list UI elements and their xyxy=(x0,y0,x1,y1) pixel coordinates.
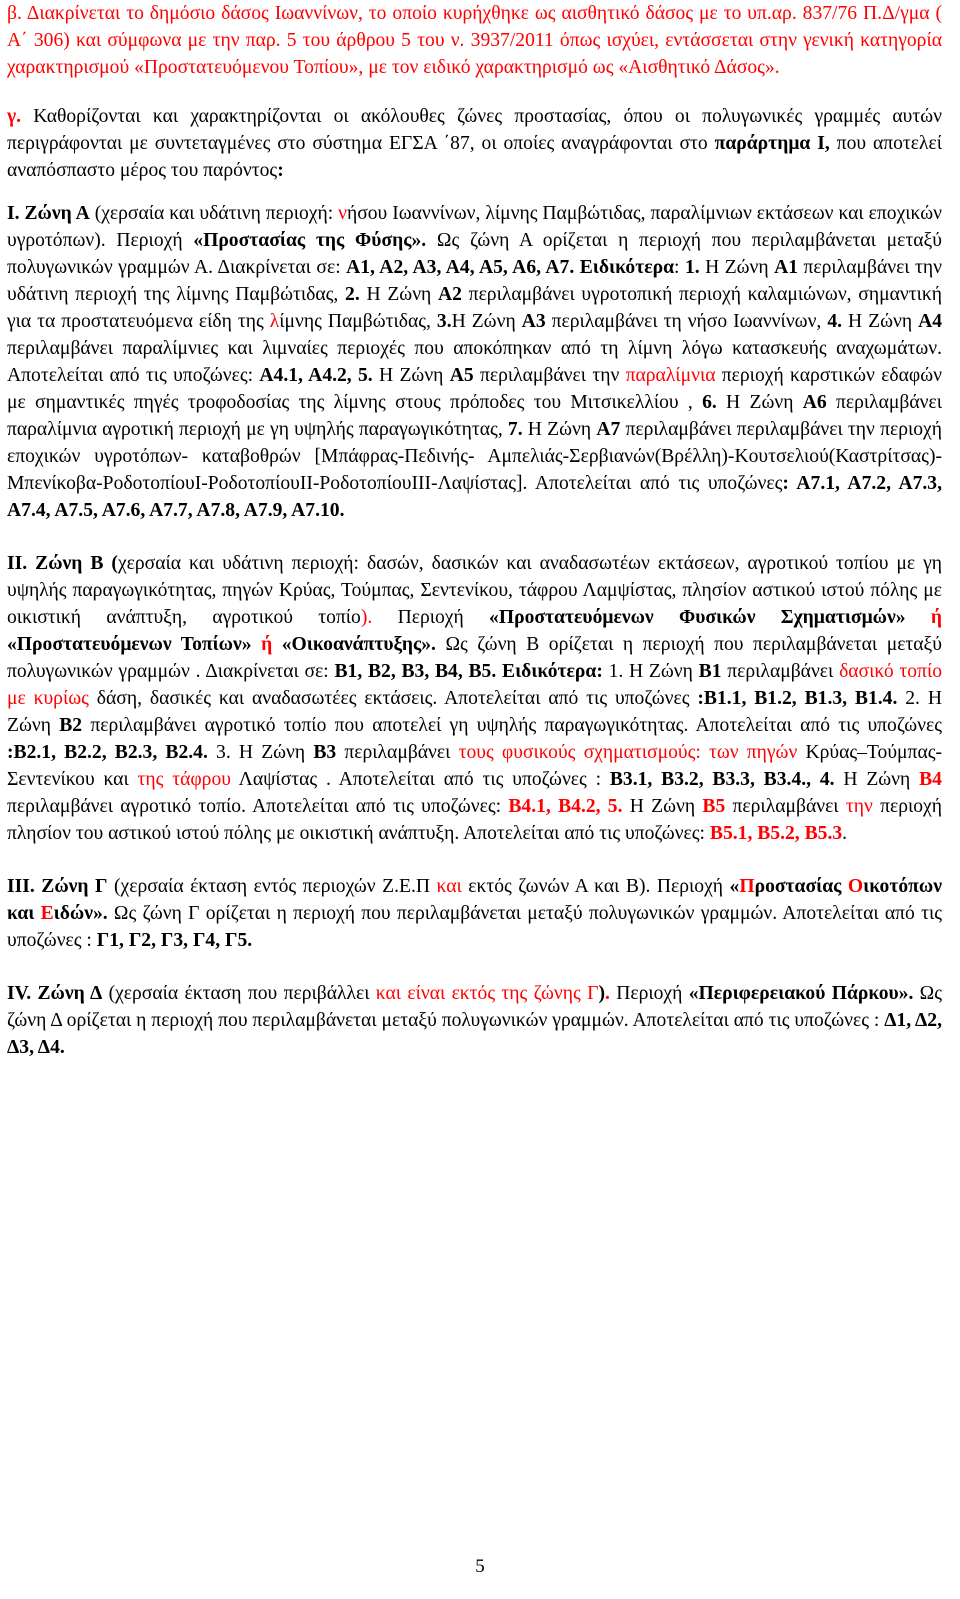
text-run: 1. xyxy=(684,257,700,278)
text-run: δάση, δασικές και αναδασωτέες εκτάσεις. Αποτελείται από τις υποζώνες xyxy=(88,688,698,709)
text-run: «Προστασίας της Φύσης». xyxy=(193,230,427,251)
text-run: β. Διακρίνεται το δημόσιο δάσος Ιωαννίνων, το οποίο κυρήχθηκε ως αισθητικό δάσος με το υπ.αρ. 837/76 Π.Δ/γμα ( Α΄ 306) και σύμφωνα με την παρ. 5 του άρθρου 5 του ν. 3937/2011 όπως ισχύει, εντάσσεται στην γενική κατηγορία χαρακτηρισμού «Προστατευόμενου Τοπίου», με τον ειδικό χαρακτηρισμό ως «Αισθητικό Δάσος». xyxy=(7,3,942,78)
text-run: Περιοχή xyxy=(372,607,490,628)
text-run: Ως ζώνη Α ορίζεται η περιοχή που περιλαμβάνεται μεταξύ πολυγωνικών γραμμών Α. Διακρίνεται σε: xyxy=(7,230,942,278)
text-run: Η Ζώνη xyxy=(716,392,803,413)
text-run: παραλίμνια xyxy=(625,365,716,386)
text-run: « xyxy=(729,876,740,897)
text-run: περιλαμβάνει τη νήσο Ιωαννίνων, xyxy=(545,311,828,332)
text-run: ) xyxy=(598,983,605,1004)
text-run: Α5 xyxy=(449,365,474,386)
text-run: Καθορίζονται και χαρακτηρίζονται οι ακόλουθες ζώνες προστασίας, όπου οι πολυγωνικές γραμμές αυτών περιγράφονται με συντεταγμένες στο σύστημα ΕΓΣΑ ΄87, οι οποίες αναγράφονται στο xyxy=(7,106,942,154)
paragraph-zone-b xyxy=(7,550,942,847)
text-run: 2. xyxy=(345,284,360,305)
text-run: περιοχή πλησίον του αστικού ιστού πόλης με οικιστική ανάπτυξη. Αποτελείται από τις υποζώνες: xyxy=(7,796,942,844)
text-run: ν xyxy=(338,203,347,224)
text-run: Ως ζώνη Δ ορίζεται η περιοχή που περιλαμβάνεται μεταξύ πολυγωνικών γραμμών. Αποτελείται από τις υποζώνες : xyxy=(7,983,942,1031)
text-run: (χερσαία έκταση που περιβάλλει xyxy=(102,983,376,1004)
text-run: . xyxy=(604,983,610,1004)
text-run: Β5.1, Β5.2, Β5.3 xyxy=(709,823,843,844)
text-run: :Β2.1, Β2.2, Β2.3, Β2.4. xyxy=(7,742,208,763)
paragraph-zone-a xyxy=(7,200,942,524)
text-run: ή xyxy=(251,634,282,655)
text-run: Ι. Ζώνη Α xyxy=(7,203,90,224)
text-run: (χερσαία έκταση εντός περιοχών Ζ.Ε.Π xyxy=(107,876,437,897)
text-run: : xyxy=(674,257,685,278)
text-run: ή xyxy=(905,607,942,628)
text-run: Β1, Β2, Β3, Β4, Β5. Ειδικότερα: xyxy=(334,661,603,682)
text-run: Β2 xyxy=(59,715,83,736)
text-run: : Α7.1, Α7.2, Α7.3, Α7.4, Α7.5, Α7.6, Α7.7, Α7.8, Α7.9, Α7.10. xyxy=(7,473,942,521)
text-run: 4. xyxy=(827,311,843,332)
text-run: ). xyxy=(360,607,373,628)
text-run: ήσου Ιωαννίνων, λίμνης Παμβώτιδας, παραλίμνιων εκτάσεων και εποχικών υγροτόπων). Περιοχή xyxy=(7,203,942,251)
text-run: ΙΙ. Ζώνη Β ( xyxy=(7,553,118,574)
text-run: Α4 xyxy=(918,311,943,332)
text-run: περιλαμβάνει περιλαμβάνει την περιοχή εποχικών υγροτόπων- καταβοθρών [Μπάφρας-Πεδινής- Αμπελιάς-Σερβιανών(Βρέλλη)-Κουτσελιού(Καστρίτσας)-Μπενίκοβα-ΡοδοτοπίουΙ-ΡοδοτοπίουΙΙ-ΡοδοτοπίουΙΙΙ-Λαψίστας]. Αποτελείται από τις υποζώνες xyxy=(7,419,942,494)
text-run: Η Ζώνη xyxy=(834,769,920,790)
text-run: Α3 xyxy=(521,311,546,332)
text-run: περιλαμβάνει αγροτικό τοπίο. Αποτελείται από τις υποζώνες: xyxy=(7,796,509,817)
text-run: Β5 xyxy=(702,796,726,817)
text-run: Β3 xyxy=(313,742,337,763)
text-run: Α4.1, Α4.2, 5. xyxy=(259,365,373,386)
paragraph-beta-aesthetic-forest xyxy=(7,0,942,81)
text-run: 6. xyxy=(702,392,717,413)
text-run: Κρύας–Τούμπας-Σεντενίκου και xyxy=(7,742,942,790)
text-run: περιλαμβάνει xyxy=(725,796,846,817)
text-run: ιδών». xyxy=(53,903,108,924)
text-run: Η Ζώνη xyxy=(622,796,703,817)
text-run: την xyxy=(845,796,873,817)
text-run: παράρτημα Ι, xyxy=(714,133,830,154)
text-run: Β1 xyxy=(698,661,722,682)
text-run: περιλαμβάνει xyxy=(336,742,459,763)
text-run: Περιοχή xyxy=(609,983,689,1004)
text-run: Ε xyxy=(40,903,54,924)
paragraph-zone-d xyxy=(7,980,942,1061)
text-run: . xyxy=(842,823,848,844)
text-run: και είναι εκτός της ζώνης Γ xyxy=(375,983,599,1004)
text-run: Α1 xyxy=(774,257,799,278)
text-run: Η Ζώνη xyxy=(372,365,450,386)
text-run: Α7 xyxy=(596,419,621,440)
text-run: Η Ζώνη xyxy=(842,311,919,332)
text-run: Ως ζώνη Γ ορίζεται η περιοχή που περιλαμβάνεται μεταξύ πολυγωνικών γραμμών. Αποτελείται από τις υποζώνες : xyxy=(7,903,942,951)
text-run: Α6 xyxy=(802,392,827,413)
text-run: εκτός ζωνών Α και Β). Περιοχή xyxy=(461,876,730,897)
text-run: 3. Η Ζώνη xyxy=(207,742,314,763)
text-run: 1. Η Ζώνη xyxy=(602,661,699,682)
text-run: που αποτελεί αναπόσπαστο μέρος του παρόντος xyxy=(7,133,943,181)
text-run: περιλαμβάνει αγροτικό τοπίο που αποτελεί γη υψηλής παραγωγικότητας. Αποτελείται από τις υποζώνες xyxy=(82,715,942,736)
text-run: λ xyxy=(269,311,280,332)
text-run: (χερσαία και υδάτινη περιοχή: xyxy=(89,203,339,224)
text-run: «Προστατευόμενων Φυσικών Σχηματισμών» xyxy=(489,607,906,628)
text-run: Β4 xyxy=(919,769,942,790)
text-run: Η Ζώνη xyxy=(699,257,775,278)
text-run: Δ1, Δ2, Δ3, Δ4. xyxy=(7,1010,943,1058)
text-run: περιλαμβάνει παραλίμνιες και λιμναίες περιοχές που αποκόπηκαν από τη λίμνη λόγω κατασκευής αναχωμάτων. Αποτελείται από τις υποζώνες: xyxy=(7,338,942,386)
text-run: Ο xyxy=(847,876,864,897)
text-run: Γ1, Γ2, Γ3, Γ4, Γ5. xyxy=(96,930,253,951)
text-run: της τάφρου xyxy=(137,769,231,790)
text-run: χερσαία και υδάτινη περιοχή: δασών, δασικών και αναδασωτέων εκτάσεων, αγροτικού τοπίου με γη υψηλής παραγωγικότητας, πηγών Κρύας, Τούμπας, Σεντενίκου, τάφρου Λαμψίστας, πλησίον αστικού ιστού πόλης με οικιστική ανάπτυξη, αγροτικού τοπίο xyxy=(7,553,942,628)
text-run: ίμνης Παμβώτιδας, xyxy=(279,311,437,332)
text-run: Β3.1, Β3.2, Β3.3, Β3.4., 4. xyxy=(609,769,835,790)
text-run: περιλαμβάνει την xyxy=(473,365,626,386)
text-run: :Β1.1, Β1.2, Β1.3, Β1.4. xyxy=(697,688,898,709)
text-run: «Οικοανάπτυξης». xyxy=(281,634,436,655)
text-run: ΙΙΙ. Ζώνη Γ xyxy=(7,876,108,897)
text-run: 3. xyxy=(436,311,452,332)
text-run: ροστασίας xyxy=(754,876,848,897)
text-run: και xyxy=(436,876,462,897)
text-run: 2. Η Ζώνη xyxy=(7,688,942,736)
text-run: «Περιφερειακού Πάρκου». xyxy=(688,983,914,1004)
text-run: Ως ζώνη Β ορίζεται η περιοχή που περιλαμβάνεται μεταξύ πολυγωνικών γραμμών . Διακρίνεται σε: xyxy=(7,634,942,682)
text-run: «Προστατευόμενων Τοπίων» xyxy=(7,634,252,655)
text-run: περιλαμβάνει την υδάτινη περιοχή της λίμνης Παμβώτιδας, xyxy=(7,257,942,305)
text-run: Η Ζώνη xyxy=(522,419,597,440)
paragraph-gamma-protection-zones xyxy=(7,103,942,184)
text-run: Α1, Α2, Α3, Α4, Α5, Α6, Α7. Ειδικότερα xyxy=(346,257,675,278)
text-run: Β4.1, Β4.2, 5. xyxy=(508,796,623,817)
text-run: δασικό τοπίο με κυρίως xyxy=(7,661,943,709)
text-run: Α2 xyxy=(438,284,462,305)
text-run: περιοχή καρστικών εδαφών με σημαντικές πηγές τροφοδοσίας της λίμνης στους πρόποδες του Μιτσικελλίου , xyxy=(7,365,942,413)
text-run: : xyxy=(277,160,284,181)
text-run: Λαψίστας . Αποτελείται από τις υποζώνες : xyxy=(230,769,610,790)
text-run: 7. xyxy=(507,419,523,440)
text-run: περιλαμβάνει xyxy=(721,661,840,682)
text-run: ικοτόπων και xyxy=(7,876,942,924)
text-run: τους φυσικούς σχηματισμούς: των πηγών xyxy=(458,742,798,763)
text-run: Η Ζώνη xyxy=(451,311,522,332)
text-run: περιλαμβάνει υγροτοπική περιοχή καλαμιώνων, σημαντική για τα προστατευόμενα είδη της xyxy=(7,284,942,332)
page-number: 5 xyxy=(475,1556,485,1577)
text-run: Η Ζώνη xyxy=(359,284,439,305)
text-run: περιλαμβάνει παραλίμνια αγροτική περιοχή με γη υψηλής παραγωγικότητας, xyxy=(7,392,942,440)
text-run: Π xyxy=(739,876,755,897)
paragraph-zone-g xyxy=(7,873,942,954)
text-run: γ. xyxy=(7,106,22,127)
text-run: ΙV. Ζώνη Δ xyxy=(7,983,103,1004)
